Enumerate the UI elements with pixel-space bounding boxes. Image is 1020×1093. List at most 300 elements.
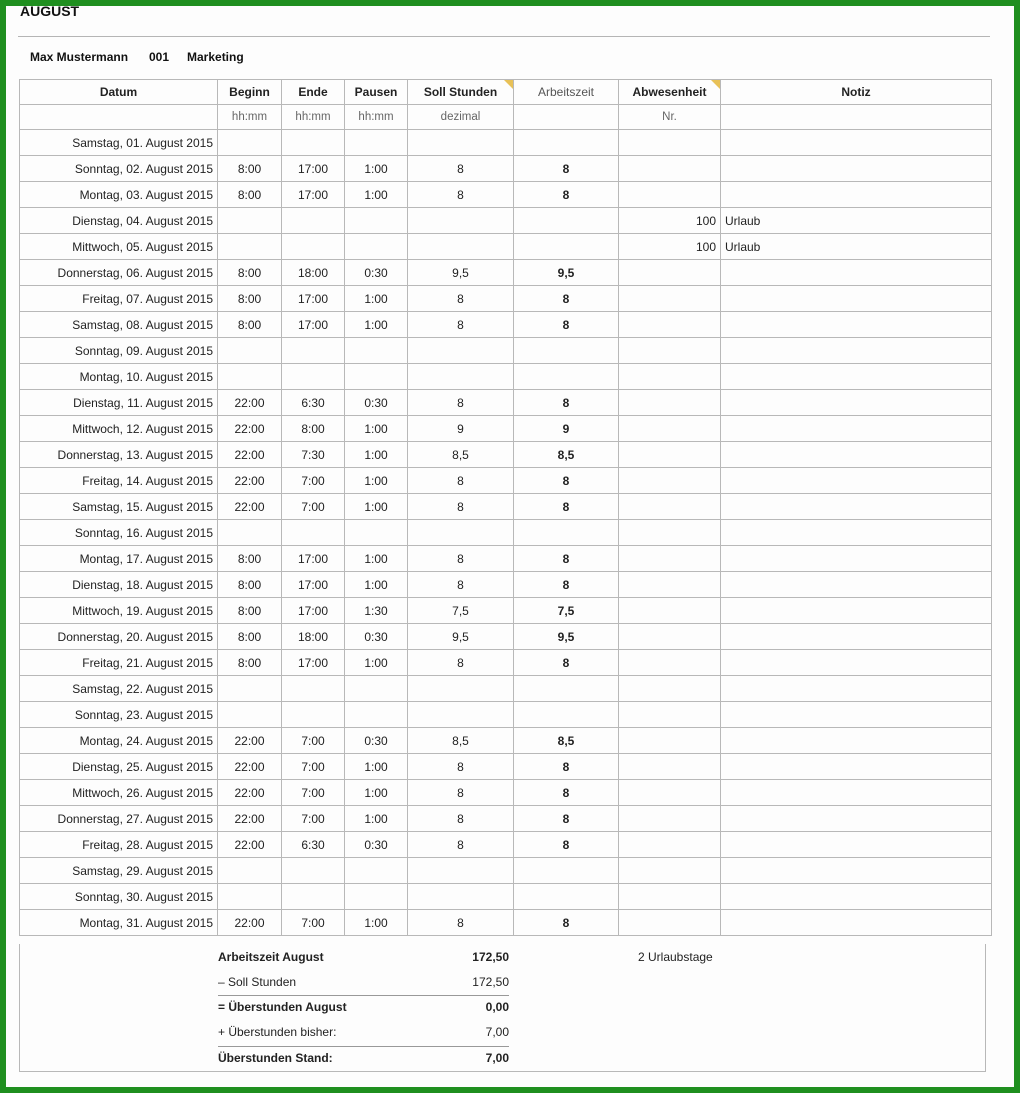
cell-absence [619,468,721,494]
cell-note [721,364,992,390]
cell-end: 7:00 [282,780,345,806]
cell-end: 18:00 [282,260,345,286]
cell-work: 8 [514,650,619,676]
cell-date: Dienstag, 25. August 2015 [20,754,218,780]
cell-pause: 1:30 [345,598,408,624]
cell-begin: 8:00 [218,286,282,312]
unit-pausen: hh:mm [345,105,408,130]
cell-begin: 22:00 [218,442,282,468]
cell-pause: 1:00 [345,442,408,468]
cell-date: Montag, 03. August 2015 [20,182,218,208]
cell-begin: 22:00 [218,416,282,442]
cell-begin [218,676,282,702]
cell-end: 7:00 [282,806,345,832]
cell-note [721,598,992,624]
cell-work: 9,5 [514,260,619,286]
cell-soll [408,858,514,884]
cell-soll [408,208,514,234]
cell-end: 6:30 [282,390,345,416]
cell-soll: 8 [408,546,514,572]
cell-absence [619,754,721,780]
cell-pause: 0:30 [345,260,408,286]
cell-date: Dienstag, 04. August 2015 [20,208,218,234]
summary-bisher-label: + Überstunden bisher: [218,1025,337,1039]
cell-soll [408,702,514,728]
col-soll-stunden: Soll Stunden [408,80,514,105]
cell-soll: 8 [408,806,514,832]
cell-soll: 8 [408,182,514,208]
cell-note [721,390,992,416]
table-row [20,468,992,494]
summary-arbeitszeit [218,946,509,968]
table-row [20,312,992,338]
summary-stand [218,1046,509,1069]
cell-soll: 8 [408,468,514,494]
timesheet-table [19,79,992,936]
cell-work: 7,5 [514,598,619,624]
cell-begin: 8:00 [218,624,282,650]
cell-work [514,520,619,546]
employee-department: Marketing [187,50,244,64]
summary-ueberstunden [218,995,509,1018]
cell-end: 17:00 [282,182,345,208]
cell-date: Samstag, 15. August 2015 [20,494,218,520]
cell-work: 8,5 [514,442,619,468]
cell-date: Freitag, 07. August 2015 [20,286,218,312]
cell-absence [619,494,721,520]
summary-ueberstunden-label: = Überstunden August [218,1000,347,1014]
cell-note: Urlaub [721,234,992,260]
cell-absence [619,156,721,182]
cell-work [514,884,619,910]
units-row [20,105,992,130]
cell-note [721,624,992,650]
cell-work: 9,5 [514,624,619,650]
cell-pause [345,702,408,728]
cell-work: 8,5 [514,728,619,754]
cell-end: 17:00 [282,546,345,572]
cell-absence [619,260,721,286]
cell-begin: 22:00 [218,806,282,832]
cell-begin [218,702,282,728]
cell-end: 17:00 [282,598,345,624]
table-row [20,910,992,936]
cell-end: 7:30 [282,442,345,468]
table-row [20,858,992,884]
summary-arbeitszeit-label: Arbeitszeit August [218,950,324,964]
cell-work: 8 [514,494,619,520]
table-row [20,208,992,234]
cell-note [721,286,992,312]
cell-absence [619,364,721,390]
cell-begin: 8:00 [218,546,282,572]
table-row [20,364,992,390]
cell-date: Freitag, 14. August 2015 [20,468,218,494]
cell-absence [619,416,721,442]
unit-notiz [721,105,992,130]
cell-absence [619,676,721,702]
col-notiz: Notiz [721,80,992,105]
cell-note [721,650,992,676]
cell-begin: 8:00 [218,598,282,624]
cell-date: Mittwoch, 26. August 2015 [20,780,218,806]
cell-soll: 9,5 [408,624,514,650]
cell-end [282,676,345,702]
cell-date: Montag, 24. August 2015 [20,728,218,754]
cell-begin [218,520,282,546]
cell-pause [345,364,408,390]
cell-date: Sonntag, 23. August 2015 [20,702,218,728]
cell-begin: 22:00 [218,728,282,754]
unit-beginn: hh:mm [218,105,282,130]
cell-note [721,754,992,780]
cell-work: 8 [514,182,619,208]
cell-note [721,182,992,208]
table-row [20,234,992,260]
table-row [20,806,992,832]
cell-note [721,468,992,494]
table-row [20,130,992,156]
col-arbeitszeit: Arbeitszeit [514,80,619,105]
cell-pause [345,130,408,156]
cell-work [514,234,619,260]
cell-work: 8 [514,910,619,936]
cell-end [282,702,345,728]
unit-ende: hh:mm [282,105,345,130]
cell-soll: 8 [408,286,514,312]
cell-begin [218,364,282,390]
cell-note [721,260,992,286]
cell-date: Samstag, 29. August 2015 [20,858,218,884]
cell-note [721,416,992,442]
cell-date: Montag, 17. August 2015 [20,546,218,572]
cell-date: Dienstag, 18. August 2015 [20,572,218,598]
cell-work [514,208,619,234]
cell-date: Mittwoch, 05. August 2015 [20,234,218,260]
cell-absence: 100 [619,208,721,234]
cell-soll [408,676,514,702]
table-row [20,260,992,286]
cell-begin: 22:00 [218,780,282,806]
cell-end [282,338,345,364]
col-abwesenheit: Abwesenheit [619,80,721,105]
cell-pause: 1:00 [345,494,408,520]
employee-id: 001 [149,50,170,64]
cell-begin: 22:00 [218,754,282,780]
cell-soll [408,884,514,910]
col-datum: Datum [20,80,218,105]
cell-absence [619,338,721,364]
cell-begin: 22:00 [218,494,282,520]
table-row [20,286,992,312]
cell-end: 17:00 [282,286,345,312]
cell-pause: 1:00 [345,286,408,312]
cell-end: 17:00 [282,312,345,338]
page-title: AUGUST [20,3,80,19]
cell-pause: 0:30 [345,832,408,858]
cell-end: 7:00 [282,754,345,780]
cell-date: Samstag, 22. August 2015 [20,676,218,702]
col-beginn: Beginn [218,80,282,105]
table-row [20,520,992,546]
cell-work [514,338,619,364]
cell-absence [619,624,721,650]
cell-work: 8 [514,286,619,312]
cell-pause [345,520,408,546]
cell-absence [619,130,721,156]
cell-end [282,884,345,910]
table-row [20,494,992,520]
cell-end: 8:00 [282,416,345,442]
cell-begin: 8:00 [218,156,282,182]
table-row [20,598,992,624]
table-row [20,338,992,364]
cell-pause [345,338,408,364]
cell-end [282,364,345,390]
cell-end: 17:00 [282,650,345,676]
summary-bisher [218,1021,509,1043]
cell-absence [619,780,721,806]
cell-pause: 1:00 [345,806,408,832]
cell-date: Freitag, 21. August 2015 [20,650,218,676]
table-row [20,702,992,728]
cell-begin: 8:00 [218,182,282,208]
cell-absence [619,858,721,884]
cell-begin [218,234,282,260]
cell-begin [218,338,282,364]
cell-soll: 8 [408,390,514,416]
table-row [20,832,992,858]
summary-soll [218,971,509,993]
cell-note [721,546,992,572]
cell-end [282,130,345,156]
cell-begin: 22:00 [218,390,282,416]
cell-soll [408,130,514,156]
cell-begin: 8:00 [218,572,282,598]
cell-absence [619,572,721,598]
cell-work: 8 [514,312,619,338]
cell-begin: 22:00 [218,468,282,494]
cell-work [514,364,619,390]
cell-soll: 8 [408,650,514,676]
cell-end: 7:00 [282,494,345,520]
cell-soll [408,338,514,364]
cell-work: 8 [514,390,619,416]
table-row [20,754,992,780]
cell-end: 17:00 [282,156,345,182]
table-row [20,390,992,416]
cell-pause: 0:30 [345,728,408,754]
cell-begin: 22:00 [218,832,282,858]
cell-soll: 8 [408,754,514,780]
cell-work: 8 [514,572,619,598]
cell-pause: 1:00 [345,416,408,442]
cell-absence [619,442,721,468]
cell-absence [619,598,721,624]
cell-absence [619,312,721,338]
cell-soll: 8 [408,572,514,598]
cell-note [721,702,992,728]
cell-soll: 8 [408,494,514,520]
cell-note [721,156,992,182]
cell-work: 8 [514,754,619,780]
table-row [20,182,992,208]
summary-arbeitszeit-value: 172,50 [472,950,509,964]
cell-note [721,442,992,468]
summary-urlaubstage: 2 Urlaubstage [638,950,713,964]
table-row [20,416,992,442]
cell-note [721,572,992,598]
cell-absence [619,884,721,910]
cell-pause [345,884,408,910]
cell-date: Sonntag, 02. August 2015 [20,156,218,182]
table-row [20,728,992,754]
cell-absence [619,832,721,858]
cell-pause [345,208,408,234]
cell-end: 7:00 [282,910,345,936]
col-ende: Ende [282,80,345,105]
cell-work: 8 [514,546,619,572]
summary-stand-label: Überstunden Stand: [218,1051,333,1065]
cell-absence [619,390,721,416]
cell-pause: 1:00 [345,546,408,572]
cell-soll: 9 [408,416,514,442]
cell-begin: 8:00 [218,260,282,286]
summary-stand-value: 7,00 [485,1051,509,1065]
table-row [20,650,992,676]
cell-note [721,130,992,156]
cell-work: 8 [514,156,619,182]
cell-soll: 8 [408,910,514,936]
cell-note [721,858,992,884]
cell-absence [619,650,721,676]
cell-end: 7:00 [282,468,345,494]
cell-begin: 8:00 [218,650,282,676]
cell-date: Mittwoch, 19. August 2015 [20,598,218,624]
cell-absence [619,910,721,936]
cell-soll: 7,5 [408,598,514,624]
cell-pause: 1:00 [345,468,408,494]
unit-datum [20,105,218,130]
cell-work [514,676,619,702]
cell-pause: 1:00 [345,650,408,676]
cell-note [721,728,992,754]
cell-date: Freitag, 28. August 2015 [20,832,218,858]
cell-date: Donnerstag, 13. August 2015 [20,442,218,468]
unit-soll: dezimal [408,105,514,130]
cell-work: 8 [514,780,619,806]
cell-end: 6:30 [282,832,345,858]
cell-note [721,884,992,910]
cell-note [721,910,992,936]
cell-soll [408,234,514,260]
cell-absence: 100 [619,234,721,260]
cell-note [721,494,992,520]
cell-note: Urlaub [721,208,992,234]
cell-date: Donnerstag, 06. August 2015 [20,260,218,286]
cell-date: Montag, 10. August 2015 [20,364,218,390]
cell-note [721,338,992,364]
cell-work [514,858,619,884]
cell-begin [218,208,282,234]
cell-begin: 8:00 [218,312,282,338]
employee-name: Max Mustermann [30,50,129,64]
cell-begin [218,884,282,910]
cell-end [282,208,345,234]
cell-date: Donnerstag, 27. August 2015 [20,806,218,832]
table-row [20,884,992,910]
cell-soll: 8 [408,780,514,806]
cell-soll: 8 [408,312,514,338]
cell-date: Sonntag, 16. August 2015 [20,520,218,546]
cell-absence [619,182,721,208]
cell-date: Samstag, 01. August 2015 [20,130,218,156]
cell-soll: 8 [408,156,514,182]
cell-end [282,234,345,260]
summary-bisher-value: 7,00 [485,1025,509,1039]
table-row [20,572,992,598]
cell-date: Dienstag, 11. August 2015 [20,390,218,416]
table-row [20,676,992,702]
cell-end: 7:00 [282,728,345,754]
cell-pause: 0:30 [345,624,408,650]
cell-date: Samstag, 08. August 2015 [20,312,218,338]
cell-end [282,858,345,884]
cell-work: 8 [514,832,619,858]
cell-soll: 9,5 [408,260,514,286]
cell-pause: 1:00 [345,312,408,338]
cell-absence [619,520,721,546]
table-row [20,624,992,650]
cell-end [282,520,345,546]
summary-ueberstunden-value: 0,00 [485,1000,509,1014]
cell-pause: 1:00 [345,780,408,806]
cell-date: Mittwoch, 12. August 2015 [20,416,218,442]
cell-absence [619,728,721,754]
cell-pause: 1:00 [345,572,408,598]
cell-note [721,312,992,338]
cell-work: 9 [514,416,619,442]
cell-soll [408,520,514,546]
table-row [20,546,992,572]
table-row [20,442,992,468]
unit-arbeitszeit [514,105,619,130]
cell-note [721,832,992,858]
cell-date: Donnerstag, 20. August 2015 [20,624,218,650]
col-pausen: Pausen [345,80,408,105]
cell-note [721,780,992,806]
summary-soll-label: – Soll Stunden [218,975,297,989]
cell-end: 18:00 [282,624,345,650]
cell-note [721,520,992,546]
unit-abwesenheit: Nr. [619,105,721,130]
cell-work [514,702,619,728]
cell-soll: 8,5 [408,728,514,754]
cell-work: 8 [514,806,619,832]
cell-pause: 1:00 [345,910,408,936]
summary-section [19,944,986,1072]
cell-pause [345,234,408,260]
cell-end: 17:00 [282,572,345,598]
cell-soll: 8 [408,832,514,858]
cell-date: Montag, 31. August 2015 [20,910,218,936]
cell-pause: 1:00 [345,182,408,208]
cell-pause [345,676,408,702]
cell-pause: 1:00 [345,156,408,182]
cell-soll [408,364,514,390]
title-divider [18,36,990,37]
cell-date: Sonntag, 30. August 2015 [20,884,218,910]
